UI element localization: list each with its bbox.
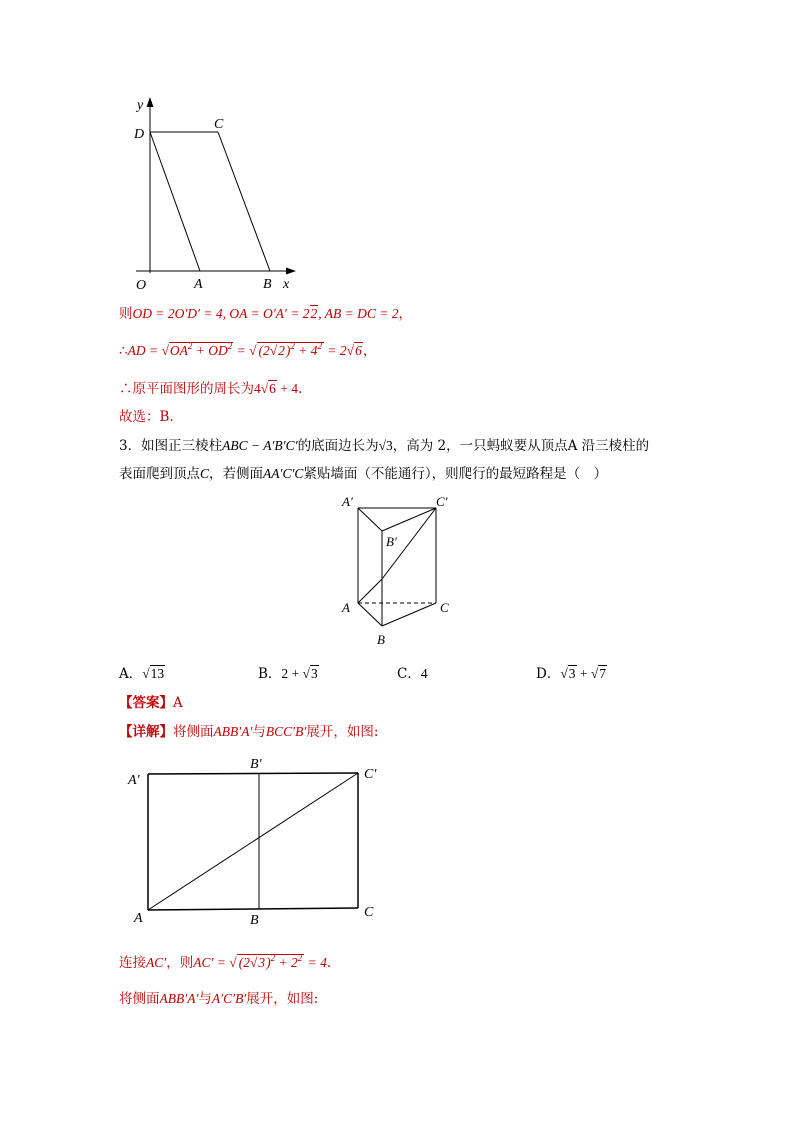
answer3: 【答案】A: [119, 695, 183, 711]
q3-option-b-value: 2 + √3: [281, 666, 318, 681]
prism-label-A1: A′: [342, 494, 353, 509]
q3-side-length: √3: [378, 438, 393, 453]
prism-label-B: B: [377, 632, 385, 647]
detail3-connect-math: AC′ = √ $(2√3)^2 + 2^2 = 4$: [193, 953, 327, 970]
unfold-label-C: C: [364, 905, 374, 920]
label-B: B: [263, 277, 272, 292]
sol2-line1-math: OD = 2O′D′ = 4, OA = O′A′ = 22, AB = DC = 2: [132, 306, 399, 321]
edge-CB: [218, 132, 270, 271]
q3-prism-name: ABC − A′B′C′: [222, 438, 298, 453]
unfold-AC1: [148, 773, 358, 910]
prism-edge-A1B1: [358, 508, 382, 531]
sol2-line3-math: 4√6 + 4: [254, 381, 299, 396]
prism-path-A-to-edge: [358, 579, 382, 603]
detail3-line: 【详解】将侧面ABB′A′与BCC′B′展开，如图:: [119, 724, 379, 740]
q3-option-b: B．2 + √3: [258, 666, 318, 682]
prism-figure: [336, 490, 466, 655]
unfold-label-A1: A′: [128, 773, 140, 788]
unfold-label-B: B: [250, 913, 259, 928]
prism-label-C: C: [440, 600, 449, 615]
prism-edge-B1C1: [382, 508, 436, 531]
label-O: O: [136, 278, 147, 293]
q3-option-c: C．4: [397, 666, 428, 682]
edge-DA: [150, 132, 200, 271]
prism-label-A: A: [342, 600, 350, 615]
unfold-bottom: [148, 908, 358, 910]
prism-edge-BC: [382, 603, 436, 626]
unfold-label-C1: C′: [364, 767, 377, 782]
q3-line1: 3．如图正三棱柱ABC − A′B′C′的底面边长为√3，高为 2，一只蚂蚁要从顶点A 沿三棱柱的: [119, 438, 650, 454]
q3-target-vertex: C: [200, 466, 210, 481]
prism-label-B1: B′: [386, 534, 397, 549]
unfold-top: [148, 773, 358, 774]
unfold-label-B1: B′: [250, 757, 262, 772]
sol2-answer: 故选：B.: [119, 409, 174, 425]
parallelogram-figure: [128, 95, 308, 295]
detail3-connect: 连接AC′，则AC′ = √ $(2√3)^2 + 2^2 = 4$.: [119, 953, 332, 971]
unfold-figure: [126, 752, 396, 932]
label-A: A: [194, 277, 203, 292]
detail3-last: 将侧面ABB′A′与A′C′B′展开，如图:: [119, 991, 319, 1007]
prism-label-C1: C′: [436, 494, 448, 509]
label-C: C: [214, 117, 224, 132]
sol2-line1: 则OD = 2O′D′ = 4, OA = O′A′ = 22, AB = DC = 2，: [119, 306, 412, 322]
sol2-line2-math: AD = $√OA^2 + OD^2$ = √ $(2√2)^2 + 4^2 = 2√6$: [127, 341, 362, 358]
q3-option-a: A．√13: [119, 666, 165, 682]
q3-option-a-value: √13: [142, 666, 165, 681]
q3-option-c-value: 4: [420, 666, 428, 681]
sol2-line2: ∴AD = $√OA^2 + OD^2$ = √ $(2√2)^2 + 4^2 = 2√6$，: [119, 341, 377, 359]
q3-option-d-value: √3 + √7: [560, 666, 607, 681]
q3-option-d: D．√3 + √7: [536, 666, 607, 682]
label-x: x: [283, 277, 290, 292]
q3-face-name: AA′C′C: [263, 466, 304, 481]
x-axis-arrow: [286, 268, 296, 275]
q3-line2: 表面爬到顶点C，若侧面AA′C′C紧贴墙面（不能通行），则爬行的最短路程是（ ）: [119, 466, 608, 482]
label-y: y: [137, 98, 144, 113]
prism-edge-AB: [358, 603, 382, 626]
unfold-label-A: A: [134, 911, 143, 926]
sol2-line3: ∴原平面图形的周长为4√6 + 4.: [119, 381, 303, 397]
label-D: D: [134, 127, 145, 142]
y-axis-arrow: [147, 97, 154, 107]
